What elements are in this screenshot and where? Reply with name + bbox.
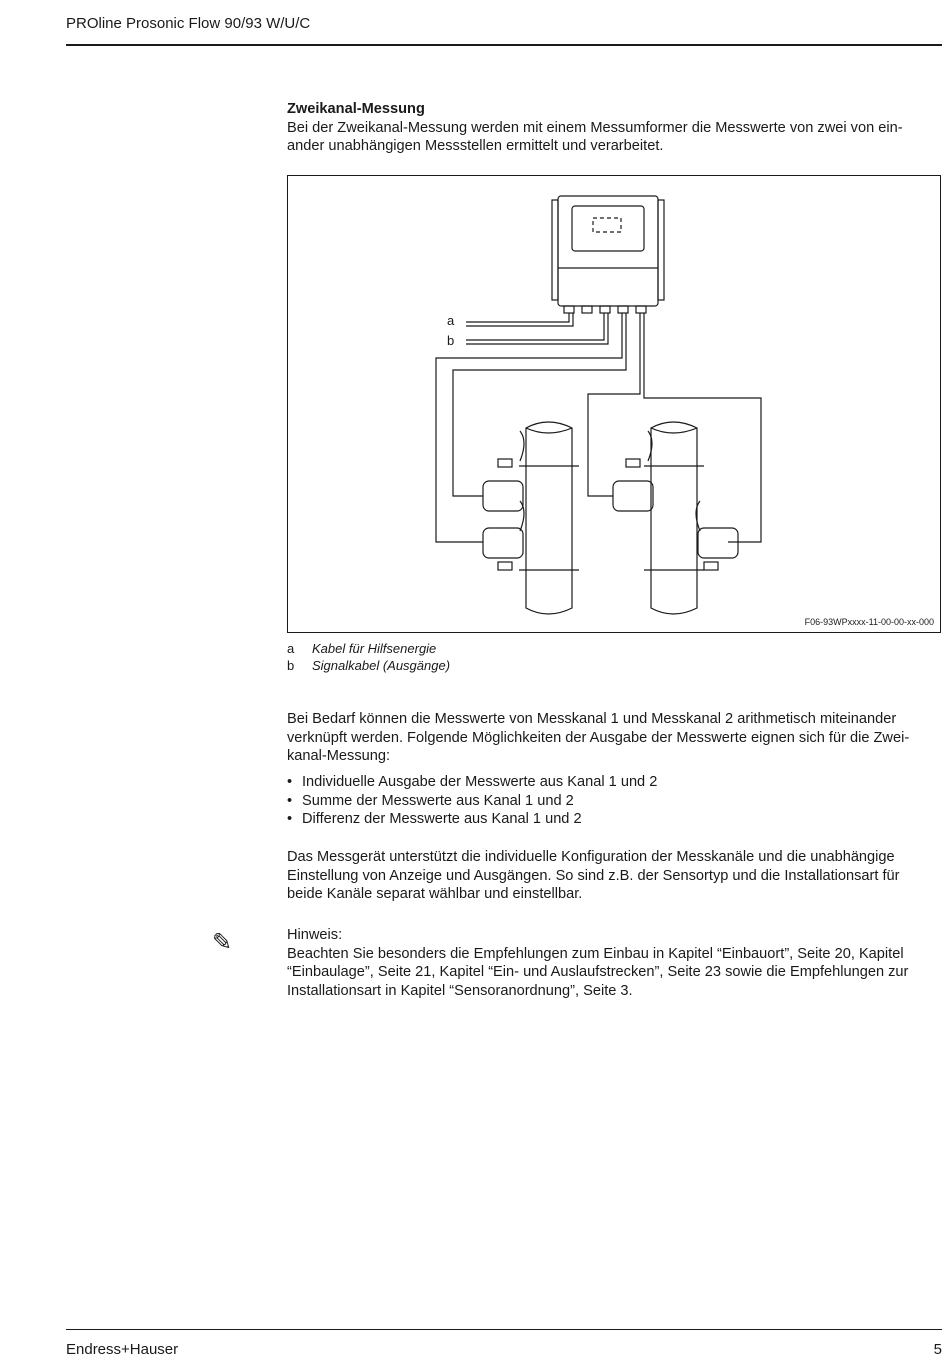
- left-sensor-2: [483, 528, 523, 558]
- intro-line: ander unabhängigen Messstellen ermittelt und verarbeitet.: [287, 138, 664, 154]
- left-sensor-1: [483, 481, 523, 511]
- footer-rule: [66, 1329, 942, 1330]
- note-title: Hinweis:: [287, 927, 343, 943]
- pencil-icon: ✎: [212, 929, 233, 956]
- right-pipe: [651, 422, 697, 614]
- right-sensor-2: [698, 528, 738, 558]
- right-sensor-1: [613, 481, 653, 511]
- legend-item: a Kabel für Hilfsenergie: [287, 641, 437, 656]
- legend-item: b Signalkabel (Ausgänge): [287, 658, 451, 673]
- label-b: b: [447, 333, 455, 348]
- two-channel-diagram: [287, 175, 941, 633]
- transmitter-display: [572, 206, 644, 251]
- figure-legend: [287, 640, 450, 674]
- installation-drawing: [288, 176, 942, 634]
- note-block: [287, 926, 942, 1000]
- left-pipe: [526, 422, 572, 614]
- bullet-list: [287, 773, 942, 829]
- list-item: • Individuelle Ausgabe der Messwerte aus Kanal 1 und 2: [287, 773, 942, 792]
- figure-code: F06-93WPxxxx-11-00-00-xx-000: [804, 617, 934, 627]
- paragraph-line: Einstellung von Anzeige und Ausgängen. So sind z.B. der Sensortyp und die Installationsart für: [287, 867, 900, 884]
- section-heading: Zweikanal-Messung: [287, 101, 425, 117]
- footer-brand: Endress+Hauser: [66, 1341, 179, 1358]
- list-item: • Differenz der Messwerte aus Kanal 1 und 2: [287, 810, 942, 829]
- label-a: a: [447, 313, 455, 328]
- paragraph-line: kanal-Messung:: [287, 748, 391, 764]
- paragraph-line: Bei Bedarf können die Messwerte von Messkanal 1 und Messkanal 2 arithmetisch miteinander: [287, 711, 897, 727]
- paragraph-line: beide Kanäle separat wählbar und einstellbar.: [287, 886, 583, 902]
- display-window: [593, 218, 621, 232]
- paragraph-2: [287, 848, 942, 904]
- paragraph-line: verknüpft werden. Folgende Möglichkeiten der Ausgabe der Messwerte eignen sich für die Zwei-: [287, 729, 910, 746]
- paragraph-1: [287, 710, 942, 766]
- note-line: “Einbaulage”, Seite 21, Kapitel “Ein- und Auslaufstrecken”, Seite 23 sowie die Empfehlungen zur: [287, 964, 909, 980]
- intro-line: Bei der Zweikanal-Messung werden mit einem Messumformer die Messwerte von zwei von ein-: [287, 119, 903, 136]
- header-rule: [66, 44, 942, 46]
- page-number: 5: [933, 1341, 942, 1358]
- note-line: Beachten Sie besonders die Empfehlungen zum Einbau in Kapitel “Einbauort”, Seite 20, Kapitel: [287, 945, 904, 962]
- list-item: • Summe der Messwerte aus Kanal 1 und 2: [287, 792, 942, 811]
- running-header: PROline Prosonic Flow 90/93 W/U/C: [66, 15, 311, 32]
- section-block: [287, 100, 942, 156]
- paragraph-line: Das Messgerät unterstützt die individuelle Konfiguration der Messkanäle und die unabhängige: [287, 849, 895, 865]
- note-line: Installationsart in Kapitel “Sensoranordnung”, Seite 3.: [287, 982, 633, 999]
